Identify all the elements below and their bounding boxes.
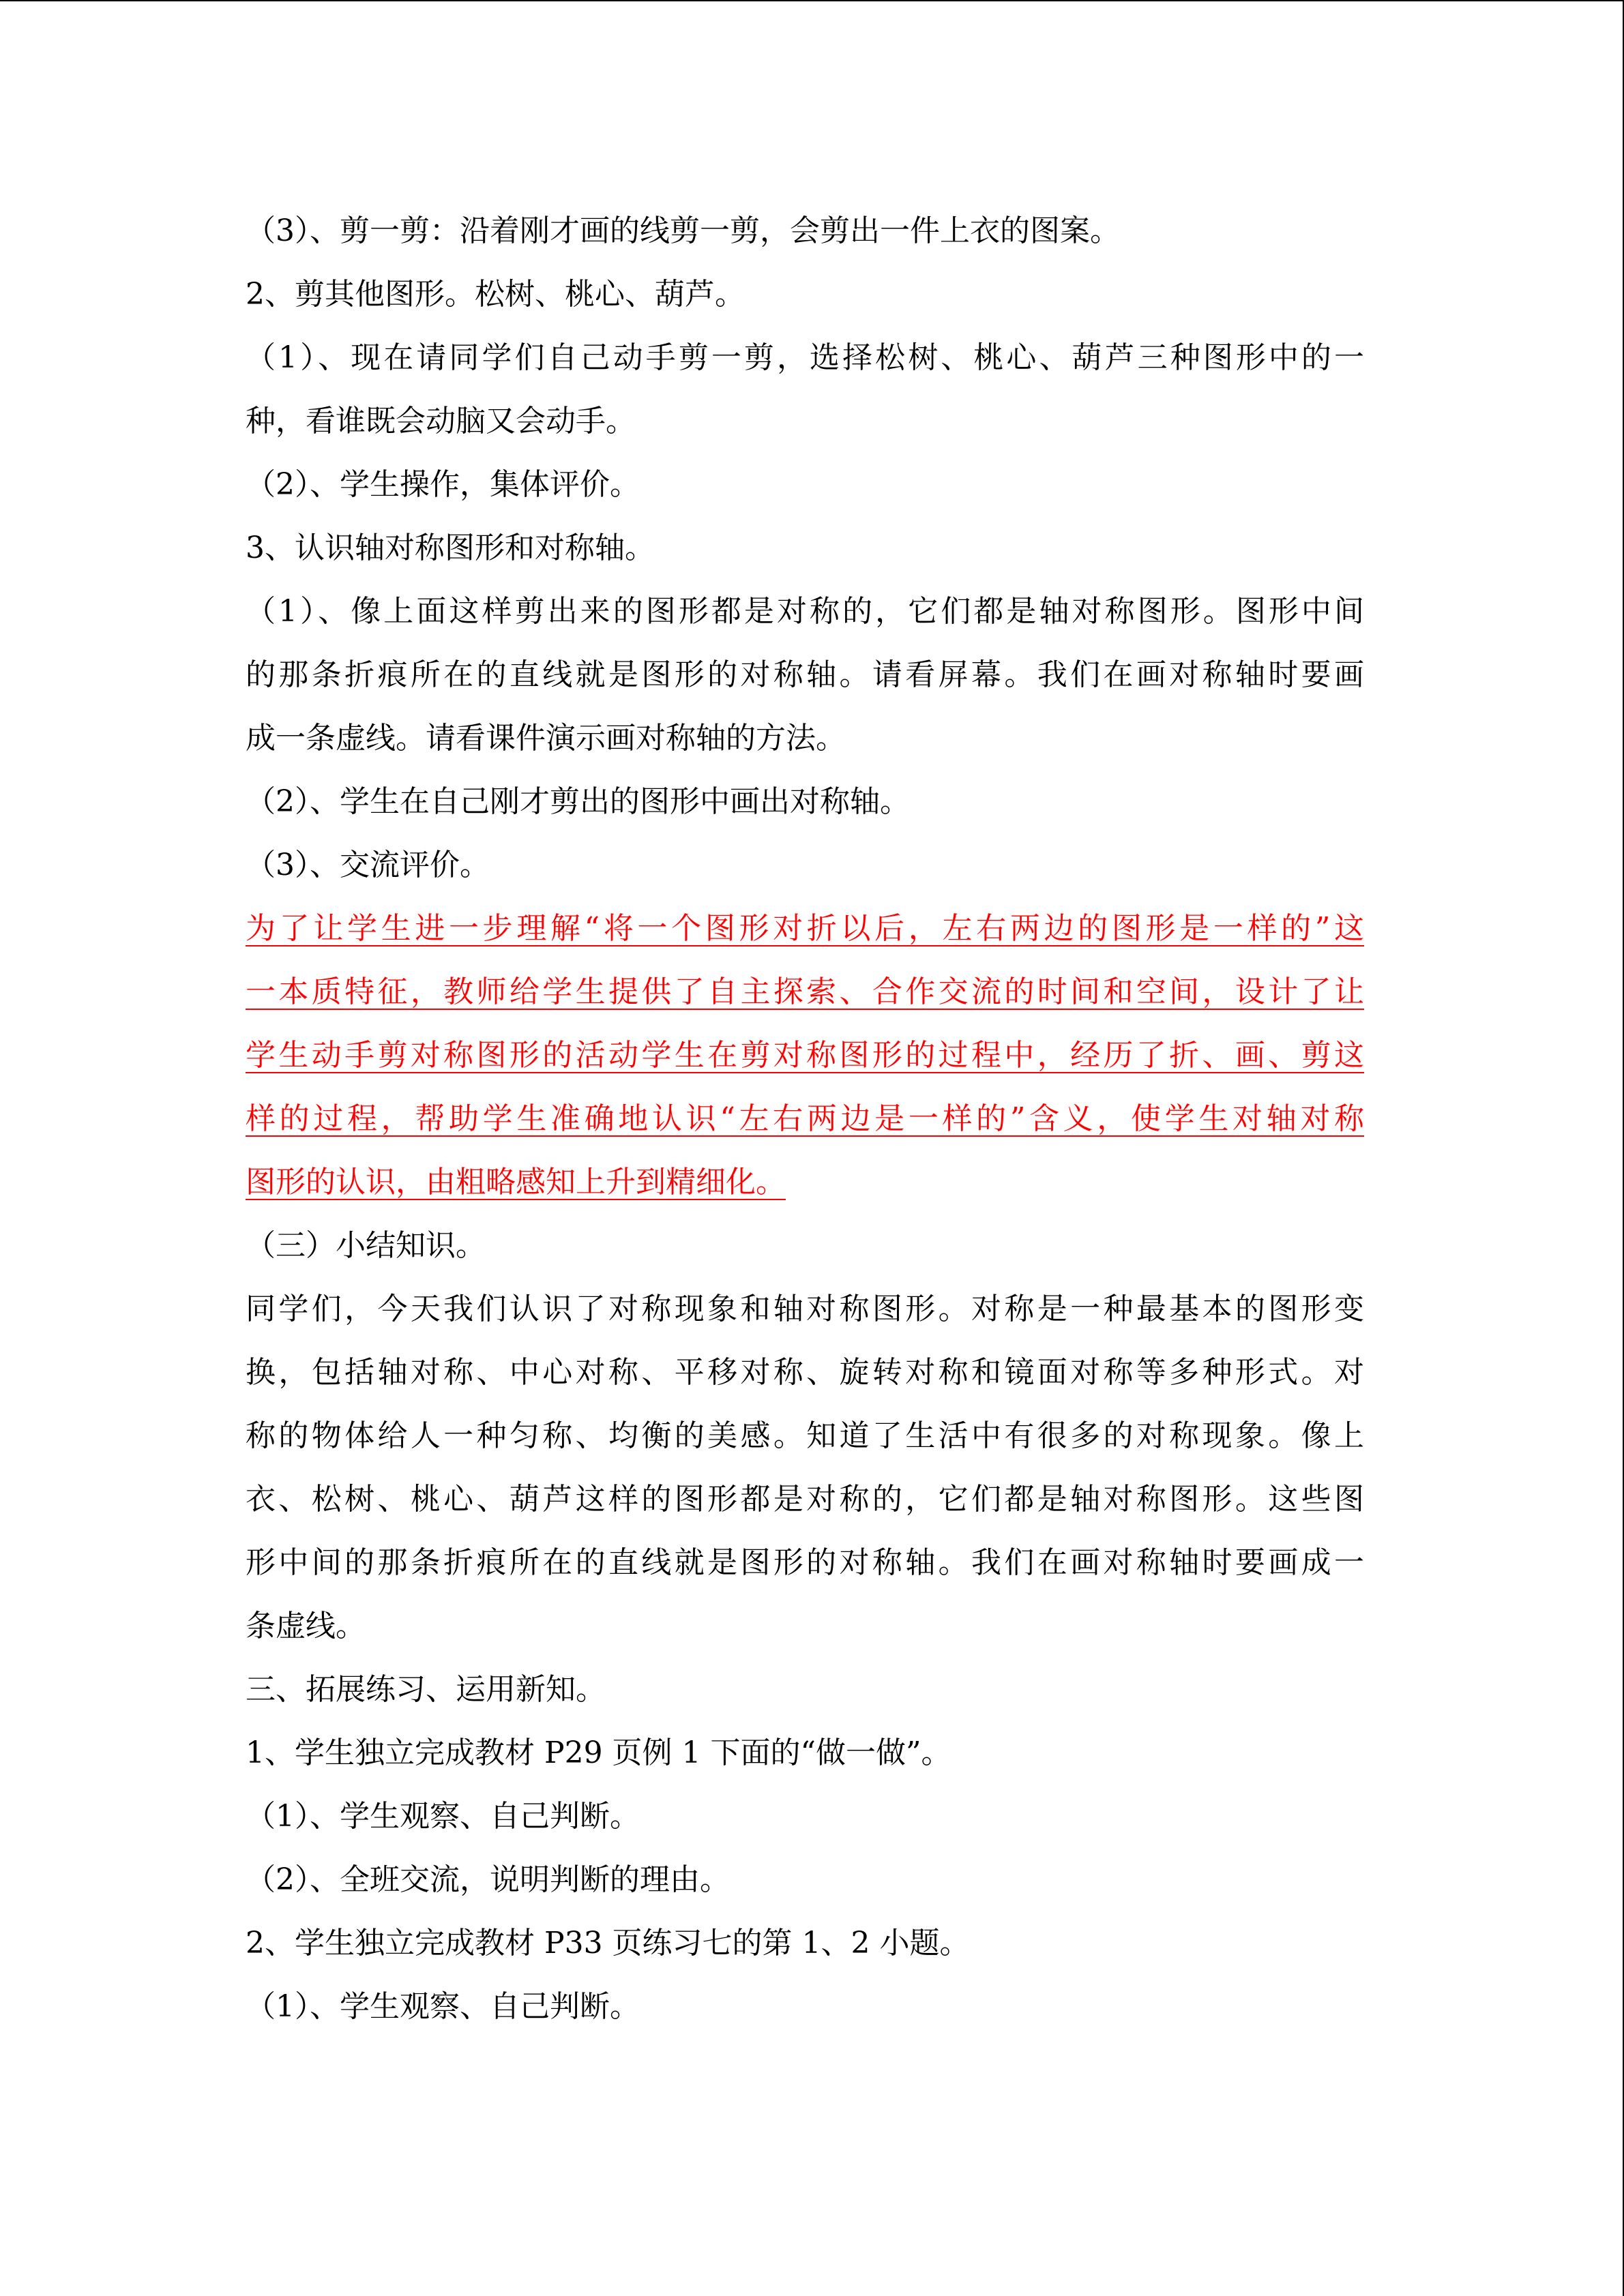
annotation-text-5: 图形的认识，由粗略感知上升到精细化。	[246, 1165, 786, 1199]
annotation-line-2	[246, 960, 1364, 1024]
step-cut-line: （3）、剪一剪：沿着刚才画的线剪一剪，会剪出一件上衣的图案。	[246, 213, 1120, 248]
cut-instruction-line-1: （1）、现在请同学们自己动手剪一剪，选择松树、桃心、葫芦三种图形中的一	[246, 340, 1364, 375]
summary-line-2: 换，包括轴对称、中心对称、平移对称、旋转对称和镜面对称等多种形式。对	[246, 1355, 1364, 1390]
document-body	[246, 199, 1364, 2038]
practice-item-1-step-1: （1）、学生观察、自己判断。	[246, 1799, 640, 1834]
summary-heading: （三）小结知识。	[246, 1228, 486, 1263]
draw-axis-line: （2）、学生在自己刚才剪出的图形中画出对称轴。	[246, 784, 910, 819]
summary-line-6: 条虚线。	[246, 1609, 366, 1643]
annotation-line-5	[246, 1150, 1364, 1214]
practice-item-2-step-1: （1）、学生观察、自己判断。	[246, 1989, 640, 2024]
annotation-text-2: 一本质特征，教师给学生提供了自主探索、合作交流的时间和空间，设计了让	[246, 974, 1364, 1009]
annotation-text-1: 为了让学生进一步理解“将一个图形对折以后，左右两边的图形是一样的”这	[246, 911, 1364, 946]
summary-line-1: 同学们，今天我们认识了对称现象和轴对称图形。对称是一种最基本的图形变	[246, 1292, 1364, 1326]
symmetry-axis-heading: 3、认识轴对称图形和对称轴。	[246, 531, 655, 565]
annotation-text-3: 学生动手剪对称图形的活动学生在剪对称图形的过程中，经历了折、画、剪这	[246, 1038, 1364, 1073]
practice-item-1-step-2: （2）、全班交流，说明判断的理由。	[246, 1862, 730, 1897]
summary-line-3: 称的物体给人一种匀称、均衡的美感。知道了生活中有很多的对称现象。像上	[246, 1418, 1364, 1453]
annotation-line-3	[246, 1024, 1364, 1087]
summary-line-5: 形中间的那条折痕所在的直线就是图形的对称轴。我们在画对称轴时要画成一	[246, 1545, 1364, 1580]
symmetry-explanation-line-3: 成一条虚线。请看课件演示画对称轴的方法。	[246, 721, 846, 756]
student-operation-line: （2）、学生操作，集体评价。	[246, 467, 640, 502]
symmetry-explanation-line-2: 的那条折痕所在的直线就是图形的对称轴。请看屏幕。我们在画对称轴时要画	[246, 657, 1364, 692]
practice-heading: 三、拓展练习、运用新知。	[246, 1672, 606, 1707]
symmetry-explanation-line-1: （1）、像上面这样剪出来的图形都是对称的，它们都是轴对称图形。图形中间	[246, 594, 1364, 629]
practice-item-1: 1、学生独立完成教材 P29 页例 1 下面的“做一做”。	[246, 1735, 951, 1770]
practice-item-2: 2、学生独立完成教材 P33 页练习七的第 1、2 小题。	[246, 1926, 970, 1960]
cut-instruction-line-2: 种，看谁既会动脑又会动手。	[246, 404, 636, 438]
cut-other-shapes-heading: 2、剪其他图形。松树、桃心、葫芦。	[246, 277, 745, 312]
annotation-text-4: 样的过程，帮助学生准确地认识“左右两边是一样的”含义，使学生对轴对称	[246, 1101, 1364, 1136]
summary-line-4: 衣、松树、桃心、葫芦这样的图形都是对称的，它们都是轴对称图形。这些图	[246, 1482, 1364, 1517]
annotation-line-4	[246, 1087, 1364, 1150]
exchange-evaluation-line: （3）、交流评价。	[246, 848, 490, 882]
annotation-line-1	[246, 897, 1364, 960]
